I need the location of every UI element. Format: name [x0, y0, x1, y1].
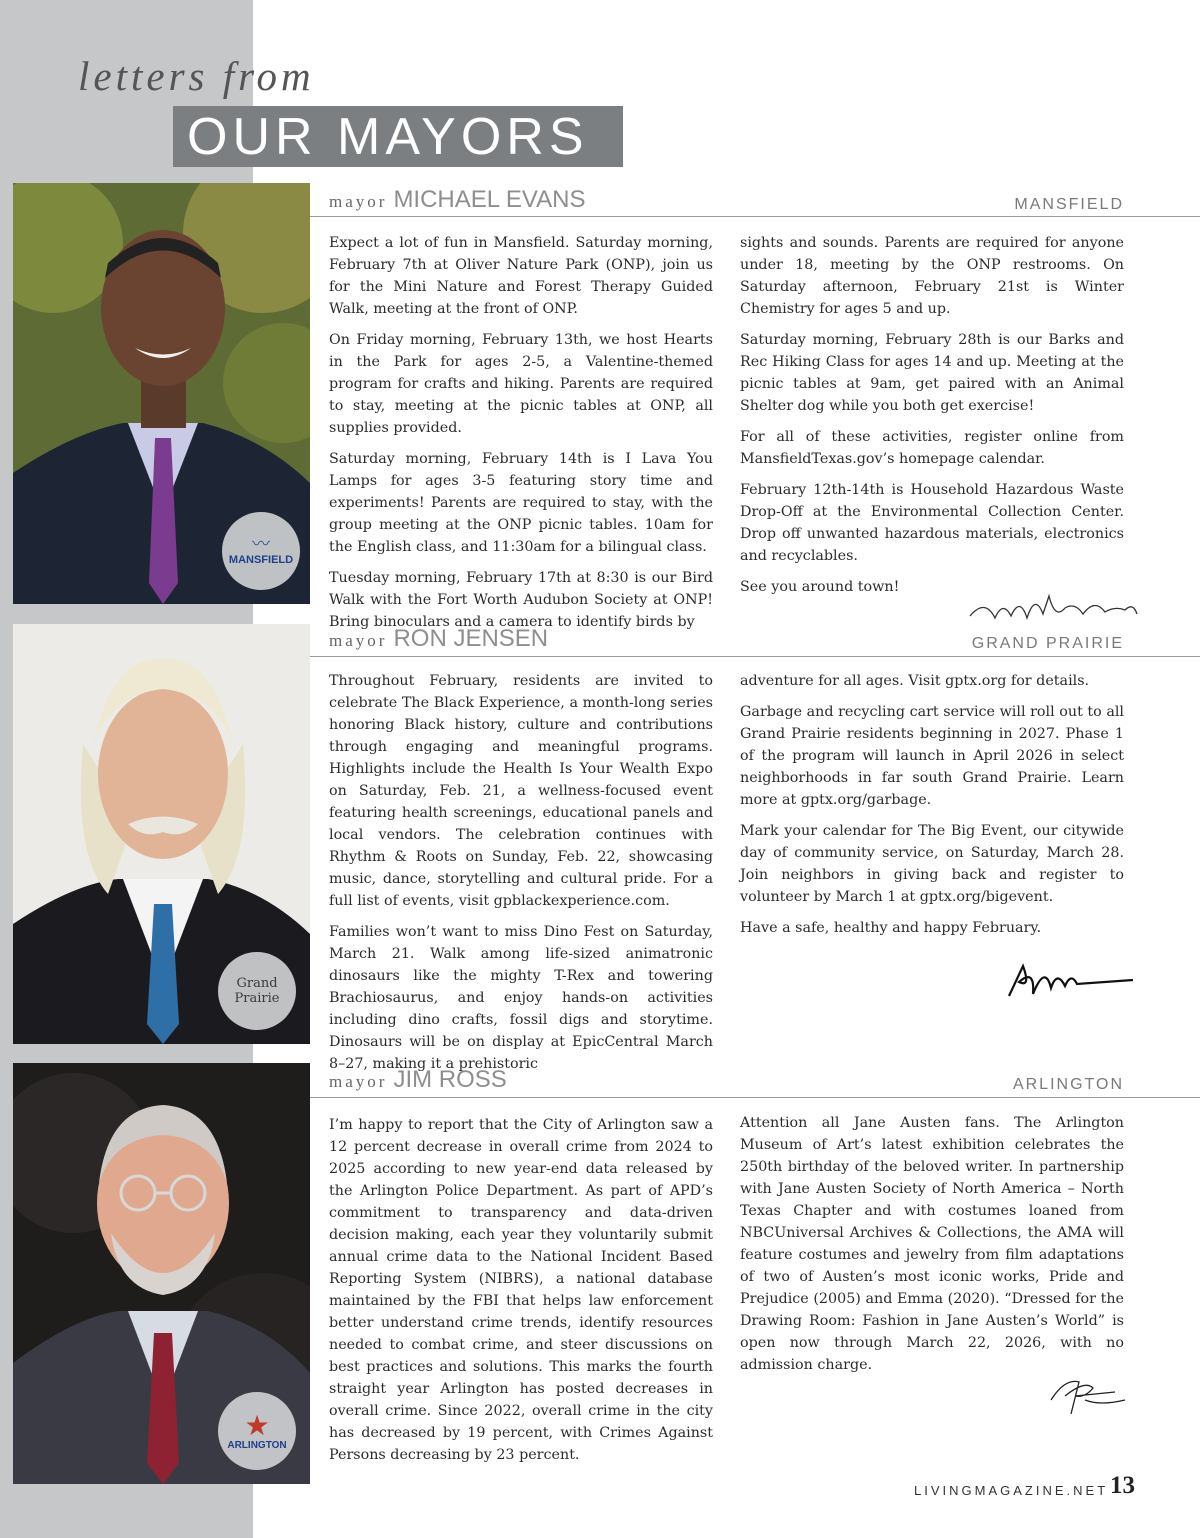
- mayor-label: mayor: [329, 1072, 388, 1091]
- logo-mark-icon: 〰: [252, 534, 270, 555]
- paragraph: Tuesday morning, February 17th at 8:30 is our Bird Walk with the Fort Worth Audubon Society at ONP! Bring binoculars and a camera to identify birds by: [329, 570, 713, 630]
- paragraph: Attention all Jane Austen fans. The Arlington Museum of Art’s latest exhibition celebrates the 250th birthday of the beloved writer. In partnership with Jane Austen Society of North America – North Texas Chapter and with costumes loaned from NBCUniversal Archives & Collections, the AMA will feature costumes and jewelry from film adaptations of two of Austen’s most iconic works, Pride and Prejudice (2005) and Emma (2020). “Dressed for the Drawing Room: Fashion in Jane Austen’s World” is open now through March 22, 2026, with no admission charge.: [740, 1115, 1124, 1373]
- mayor-header-ross: [329, 1066, 1200, 1096]
- city-name: ARLINGTON: [1012, 1076, 1124, 1093]
- letter-column-1: [329, 670, 713, 1075]
- mayor-photo-ross: [13, 1063, 310, 1484]
- mansfield-logo: 〰 MANSFIELD: [222, 512, 300, 590]
- section-kicker: letters from: [78, 53, 315, 99]
- city-name: MANSFIELD: [1014, 196, 1124, 213]
- mayor-label: mayor: [329, 631, 388, 650]
- paragraph: On Friday morning, February 13th, we host Hearts in the Park for ages 2-5, a Valentine-themed program for crafts and hiking. Parents are required to stay, meeting at the picnic tables at ONP, all supplies provided.: [329, 332, 713, 436]
- grand-prairie-logo: Grand Prairie: [218, 952, 296, 1030]
- letter-column-1: [329, 232, 713, 633]
- paragraph: adventure for all ages. Visit gptx.org for details.: [740, 673, 1090, 689]
- paragraph: Garbage and recycling cart service will roll out to all Grand Prairie residents beginning in 2027. Phase 1 of the program will launch in April 2026 in select neighborhoods in far south Grand Prairie. Learn more at gptx.org/garbage.: [740, 704, 1124, 808]
- signature-jensen: [1005, 958, 1140, 1003]
- letter-column-2: [740, 1112, 1124, 1376]
- star-icon: ★: [244, 1408, 270, 1442]
- page-number: 13: [1110, 1472, 1135, 1499]
- paragraph: For all of these activities, register online from MansfieldTexas.gov’s homepage calendar.: [740, 429, 1124, 467]
- divider-rule: [310, 1097, 1200, 1098]
- letter-column-2: [740, 232, 1124, 598]
- letter-column-1: [329, 1114, 713, 1466]
- mayor-photo-jensen: [13, 624, 310, 1044]
- paragraph: I’m happy to report that the City of Arlington saw a 12 percent decrease in overall crime from 2024 to 2025 according to new year-end data released by the Arlington Police Department. As part of APD’s commitment to transparency and data-driven decision making, each year they voluntarily submit annual crime data to the National Incident Based Reporting System (NIBRS), a national database maintained by the FBI that helps law enforcement better understand crime trends, identify resources needed to combat crime, and steer discussions on best practices and solutions. This marks the fourth straight year Arlington has posted decreases in overall crime. Since 2022, overall crime in the city has decreased by 19 percent, with Crimes Against Persons decreasing by 23 percent.: [329, 1117, 713, 1463]
- city-name: GRAND PRAIRIE: [971, 635, 1124, 652]
- mayor-name: MICHAEL EVANS: [393, 186, 586, 213]
- signature-ross: [1045, 1370, 1130, 1420]
- mayor-name: RON JENSEN: [393, 625, 549, 652]
- mayor-label: mayor: [329, 192, 388, 211]
- paragraph: Saturday morning, February 28th is our Barks and Rec Hiking Class for ages 14 and up. Meeting at the picnic tables at 9am, get paired with an Animal Shelter dog while you both get exercise!: [740, 332, 1124, 414]
- arlington-logo: ★ ARLINGTON: [218, 1392, 296, 1470]
- paragraph: February 12th-14th is Household Hazardous Waste Drop-Off at the Environmental Collection Center. Drop off unwanted hazardous materials, electronics and recyclables.: [740, 482, 1124, 564]
- mayor-header-evans: [329, 186, 1200, 216]
- paragraph: Expect a lot of fun in Mansfield. Saturday morning, February 7th at Oliver Nature Park (ONP), join us for the Mini Nature and Forest Therapy Guided Walk, meeting at the front of ONP.: [329, 235, 713, 317]
- paragraph: Throughout February, residents are invited to celebrate The Black Experience, a month-long series honoring Black history, culture and contributions through engaging and meaningful programs. Highlights include the Health Is Your Wealth Expo on Saturday, Feb. 21, a wellness-focused event featuring health screenings, educational panels and local vendors. The celebration continues with Rhythm & Roots on Sunday, Feb. 22, showcasing music, dance, storytelling and cultural pride. For a full list of events, visit gpblackexperience.com.: [329, 673, 713, 909]
- paragraph: Families won’t want to miss Dino Fest on Saturday, March 21. Walk among life-sized animatronic dinosaurs like the mighty T-Rex and towering Brachiosaurus, and enjoy hands-on activities including dino crafts, fossil digs and storytime. Dinosaurs will be on display at EpicCentral March 8–27, making it a prehistoric: [329, 924, 713, 1072]
- footer-website: LIVINGMAGAZINE.NET: [914, 1483, 1109, 1498]
- mayor-name: JIM ROSS: [393, 1066, 507, 1093]
- mayor-photo-evans: [13, 183, 310, 604]
- divider-rule: [310, 216, 1200, 217]
- paragraph: sights and sounds. Parents are required for anyone under 18, meeting by the ONP restrooms. On Saturday afternoon, February 21st is Winter Chemistry for ages 5 and up.: [740, 235, 1124, 317]
- divider-rule: [310, 656, 1200, 657]
- page-title: OUR MAYORS: [187, 108, 589, 166]
- paragraph: Saturday morning, February 14th is I Lava You Lamps for ages 3-5 featuring story time and experiments! Parents are required to stay, with the group meeting at the ONP picnic tables. 10am for the English class, and 11:30am for a bilingual class.: [329, 451, 713, 555]
- paragraph: Mark your calendar for The Big Event, our citywide day of community service, on Saturday, March 28. Join neighbors in giving back and register to volunteer by March 1 at gptx.org/bigevent.: [740, 823, 1124, 905]
- letter-column-2: [740, 670, 1124, 939]
- paragraph: Have a safe, healthy and happy February.: [740, 920, 1042, 936]
- mayor-header-jensen: [329, 625, 1200, 655]
- paragraph: See you around town!: [740, 579, 900, 595]
